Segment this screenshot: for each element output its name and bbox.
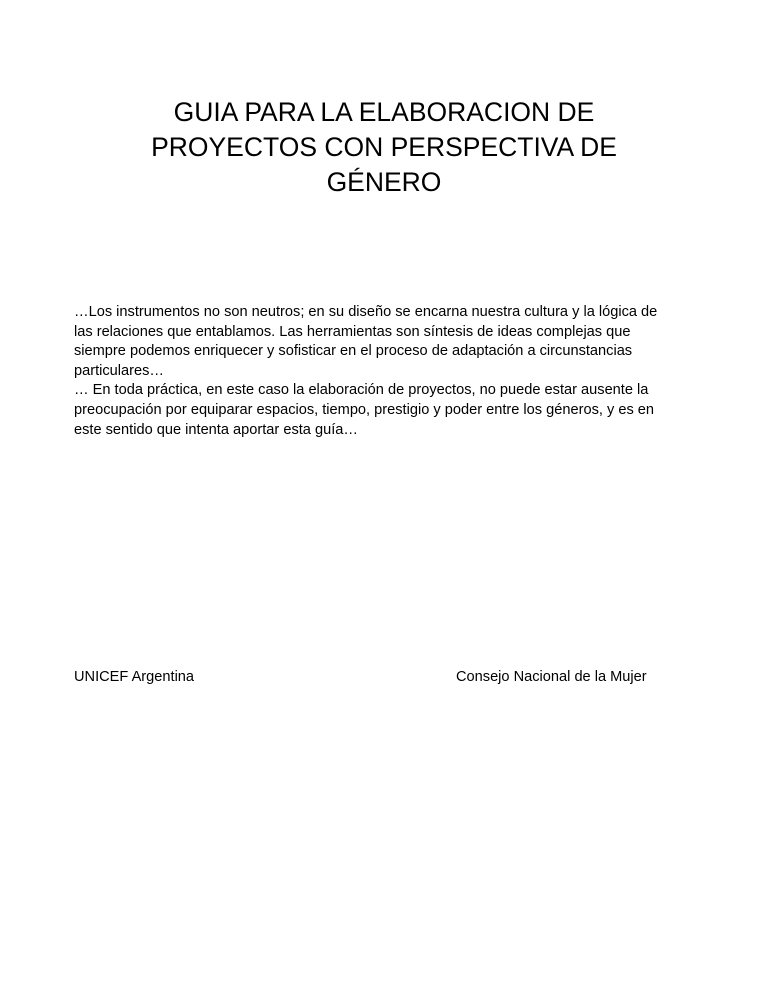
footer-author-consejo: Consejo Nacional de la Mujer bbox=[456, 669, 647, 685]
epigraph-text bbox=[74, 303, 714, 440]
text-line: este sentido que intenta aportar esta guía… bbox=[74, 421, 358, 438]
title-line: GUIA PARA LA ELABORACION DE bbox=[173, 97, 595, 127]
footer-author-unicef: UNICEF Argentina bbox=[74, 669, 195, 685]
title-line: GÉNERO bbox=[326, 167, 442, 197]
text-line: …Los instrumentos no son neutros; en su diseño se encarna nuestra cultura y la lógica de bbox=[74, 304, 658, 320]
text-line: las relaciones que entablamos. Las herramientas son síntesis de ideas complejas que bbox=[74, 323, 631, 340]
text-line: particulares… bbox=[74, 362, 165, 379]
text-line: preocupación por equiparar espacios, tiempo, prestigio y poder entre los géneros, y es en bbox=[74, 401, 655, 418]
document-title bbox=[0, 95, 768, 200]
text-line: siempre podemos enriquecer y sofisticar en el proceso de adaptación a circunstancias bbox=[74, 343, 633, 360]
text-line: … En toda práctica, en este caso la elaboración de proyectos, no puede estar ausente la bbox=[74, 382, 649, 399]
title-line: PROYECTOS CON PERSPECTIVA DE bbox=[151, 132, 617, 162]
